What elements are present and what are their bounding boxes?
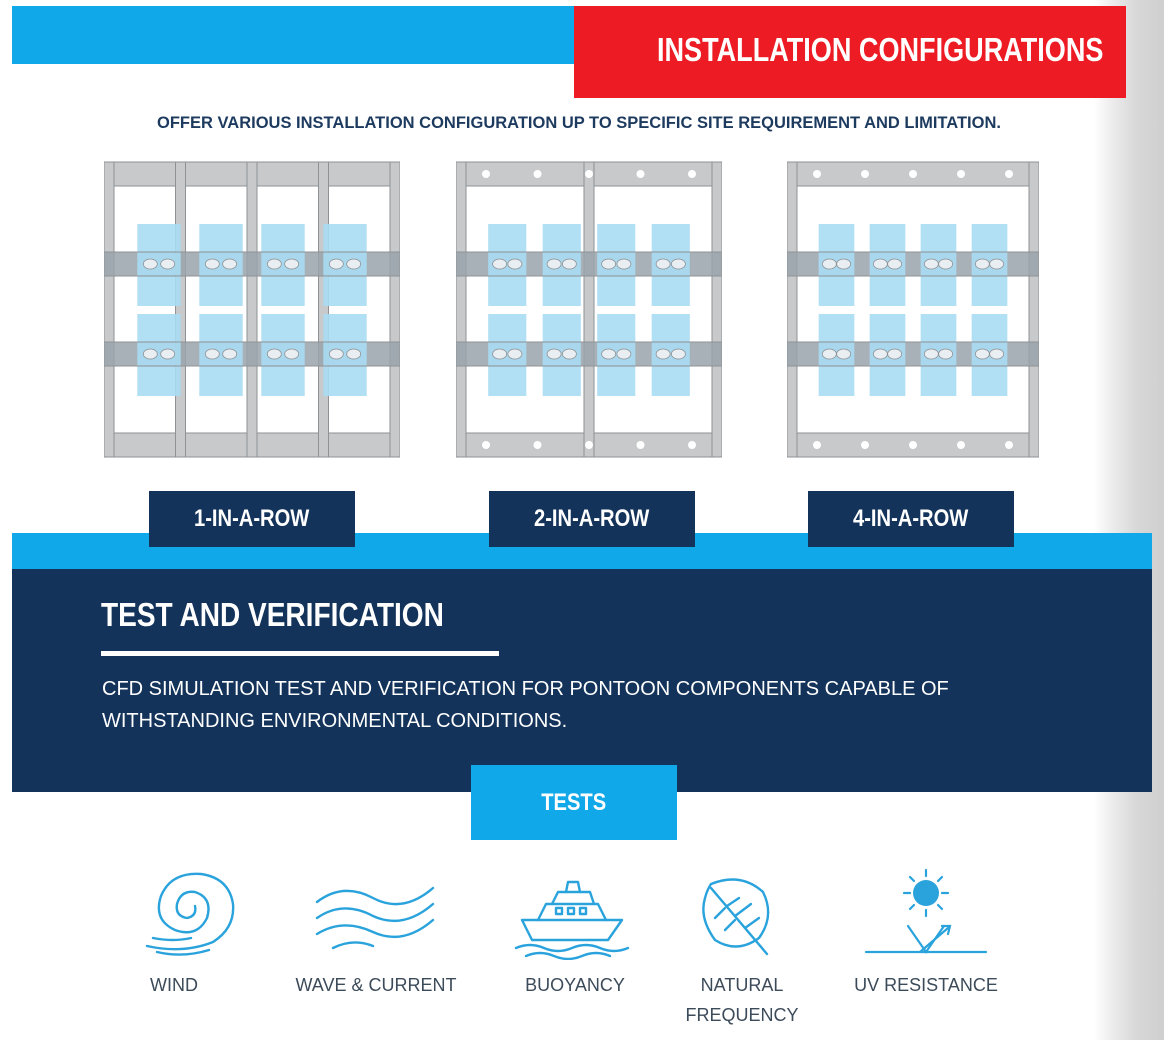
float-node (975, 259, 989, 269)
float-node (547, 259, 561, 269)
float-node (873, 349, 887, 359)
test-label-natural-frequency: NATURAL FREQUENCY (685, 975, 799, 1025)
float-node (508, 259, 522, 269)
walkway-vertical (176, 162, 186, 457)
float-node (822, 349, 836, 359)
sun-uv-icon (864, 868, 990, 960)
walkway-hole (637, 441, 645, 449)
config-label-1-in-a-row: 1-IN-A-ROW (149, 491, 355, 547)
float-node (508, 349, 522, 359)
walkway-hole (957, 441, 965, 449)
config-label-4-in-a-row: 4-IN-A-ROW (808, 491, 1014, 547)
float-node (267, 349, 281, 359)
page-edge-shadow (1094, 0, 1164, 1040)
float-node (329, 259, 343, 269)
walkway-vertical (104, 162, 114, 457)
test-label-uv-resistance: UV RESISTANCE (854, 975, 998, 995)
walkway-hole (637, 170, 645, 178)
float-node (837, 259, 851, 269)
wave-icon (313, 868, 437, 960)
walkway-hole (534, 441, 542, 449)
walkway-vertical (319, 162, 329, 457)
diagram-2-in-a-row (456, 158, 722, 461)
float-node (285, 259, 299, 269)
float-node (671, 259, 685, 269)
header-blue-band (12, 6, 612, 64)
title-underline (101, 651, 499, 656)
walkway-hole (1005, 441, 1013, 449)
float-node (205, 349, 219, 359)
float-node (493, 259, 507, 269)
walkway-vertical (390, 162, 400, 457)
test-label-buoyancy: BUOYANCY (525, 975, 625, 995)
walkway-hole (482, 441, 490, 449)
float-node (562, 349, 576, 359)
walkway-vertical (787, 162, 797, 457)
walkway-hole (909, 170, 917, 178)
float-node (873, 259, 887, 269)
walkway-hole (813, 170, 821, 178)
section-title: TEST AND VERIFICATION (101, 596, 444, 633)
float-node (562, 259, 576, 269)
float-node (347, 259, 361, 269)
float-node (888, 349, 902, 359)
walkway-hole (861, 441, 869, 449)
float-node (656, 349, 670, 359)
walkway-hole (585, 441, 593, 449)
float-node (223, 259, 237, 269)
tests-heading-box (471, 765, 677, 840)
section-description: CFD SIMULATION TEST AND VERIFICATION FOR PONTOON COMPONENTS CAPABLE OF WITHSTANDING ENVIRONMENTAL CONDITIONS. (102, 678, 949, 732)
walkway-hole (688, 441, 696, 449)
walkway-vertical (712, 162, 722, 457)
float-node (617, 349, 631, 359)
walkway-vertical (1029, 162, 1039, 457)
header-title-tab (574, 6, 1126, 98)
walkway-hole (957, 170, 965, 178)
config-label-2-in-a-row: 2-IN-A-ROW (489, 491, 695, 547)
walkway-hole (482, 170, 490, 178)
page-subtitle: OFFER VARIOUS INSTALLATION CONFIGURATION UP TO SPECIFIC SITE REQUIREMENT AND LIMITATION. (157, 114, 1001, 132)
float-node (161, 349, 175, 359)
float-node (671, 349, 685, 359)
float-node (990, 259, 1004, 269)
walkway-hole (585, 170, 593, 178)
ship-icon (512, 868, 632, 960)
float-node (143, 259, 157, 269)
float-node (493, 349, 507, 359)
float-node (602, 349, 616, 359)
leaf-icon (697, 868, 777, 960)
float-node (924, 259, 938, 269)
page-title: INSTALLATION CONFIGURATIONS (656, 31, 1104, 68)
float-node (656, 259, 670, 269)
diagram-1-in-a-row (104, 158, 400, 461)
float-node (837, 349, 851, 359)
walkway-vertical (456, 162, 466, 457)
walkway-hole (813, 441, 821, 449)
float-node (161, 259, 175, 269)
test-label-wave-current: WAVE & CURRENT (295, 975, 457, 995)
float-node (547, 349, 561, 359)
float-node (990, 349, 1004, 359)
wind-swirl-icon (143, 868, 239, 960)
float-node (267, 259, 281, 269)
walkway-hole (861, 170, 869, 178)
float-node (285, 349, 299, 359)
tests-heading: TESTS (541, 788, 607, 816)
float-node (602, 259, 616, 269)
float-node (617, 259, 631, 269)
diagram-4-in-a-row (787, 158, 1039, 461)
walkway-hole (688, 170, 696, 178)
float-node (223, 349, 237, 359)
walkway-hole (1005, 170, 1013, 178)
walkway-vertical (247, 162, 257, 457)
test-label-wind: WIND (150, 975, 198, 995)
float-node (205, 259, 219, 269)
float-node (329, 349, 343, 359)
float-node (888, 259, 902, 269)
walkway-vertical (584, 162, 594, 457)
walkway-hole (909, 441, 917, 449)
float-node (939, 259, 953, 269)
float-node (347, 349, 361, 359)
walkway-hole (534, 170, 542, 178)
float-node (143, 349, 157, 359)
float-node (924, 349, 938, 359)
float-node (939, 349, 953, 359)
float-node (822, 259, 836, 269)
float-node (975, 349, 989, 359)
